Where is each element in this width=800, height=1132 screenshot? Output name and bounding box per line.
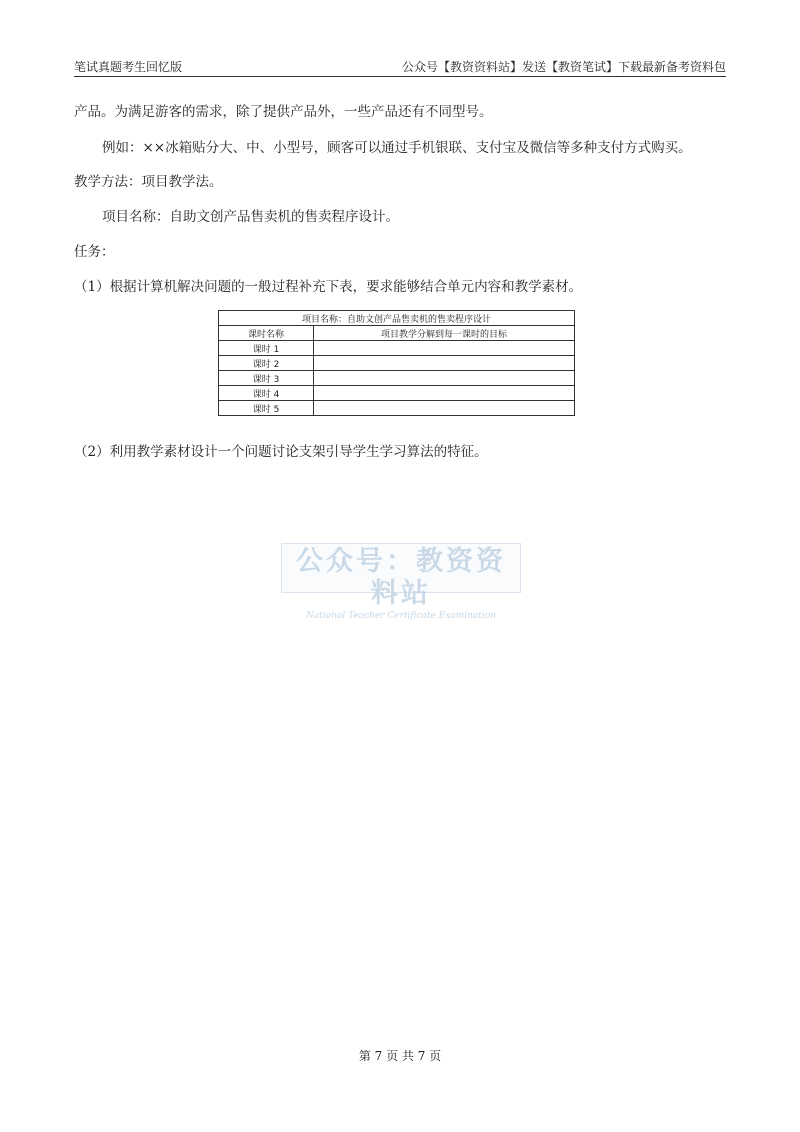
- lesson-label: 课时 4: [219, 386, 314, 401]
- goal-cell: [314, 356, 575, 371]
- table-row: [219, 386, 575, 401]
- table-row: [219, 356, 575, 371]
- table-title-row: [219, 311, 575, 326]
- page-header: [74, 58, 726, 77]
- goal-cell: [314, 341, 575, 356]
- table-title: 项目名称：自助文创产品售卖机的售卖程序设计: [219, 311, 575, 326]
- lesson-plan-table: [218, 310, 575, 416]
- paragraph-project-name: 项目名称：自助文创产品售卖机的售卖程序设计。: [102, 209, 399, 225]
- column-header-lesson: 课时名称: [219, 326, 314, 341]
- table-header-row: [219, 326, 575, 341]
- goal-cell: [314, 401, 575, 416]
- lesson-label: 课时 2: [219, 356, 314, 371]
- table-row: [219, 341, 575, 356]
- column-header-goal: 项目教学分解到每一课时的目标: [314, 326, 575, 341]
- task-2: （2）利用教学素材设计一个问题讨论支架引导学生学习算法的特征。: [74, 444, 488, 460]
- lesson-label: 课时 5: [219, 401, 314, 416]
- watermark-sub-text: National Teacher Certificate Examination: [306, 611, 496, 621]
- watermark-main-text: 公众号：教资资料站: [296, 546, 506, 609]
- lesson-label: 课时 1: [219, 341, 314, 356]
- task-1: （1）根据计算机解决问题的一般过程补充下表，要求能够结合单元内容和教学素材。: [74, 279, 583, 295]
- lesson-label: 课时 3: [219, 371, 314, 386]
- paragraph-example: 例如：××冰箱贴分大、中、小型号，顾客可以通过手机银联、支付宝及微信等多种支付方式购买。: [102, 140, 692, 156]
- paragraph-product: 产品。为满足游客的需求，除了提供产品外，一些产品还有不同型号。: [74, 104, 493, 120]
- header-left-text: 笔试真题考生回忆版: [74, 60, 183, 74]
- table-row: [219, 371, 575, 386]
- table-row: [219, 401, 575, 416]
- watermark: [281, 543, 521, 621]
- page-number: 第 7 页 共 7 页: [358, 1049, 442, 1063]
- goal-cell: [314, 386, 575, 401]
- header-right-text: 公众号【教资资料站】发送【教资笔试】下载最新备考资料包: [401, 60, 726, 74]
- goal-cell: [314, 371, 575, 386]
- paragraph-teaching-method: 教学方法：项目教学法。: [74, 174, 223, 190]
- paragraph-tasks-heading: 任务：: [74, 244, 115, 260]
